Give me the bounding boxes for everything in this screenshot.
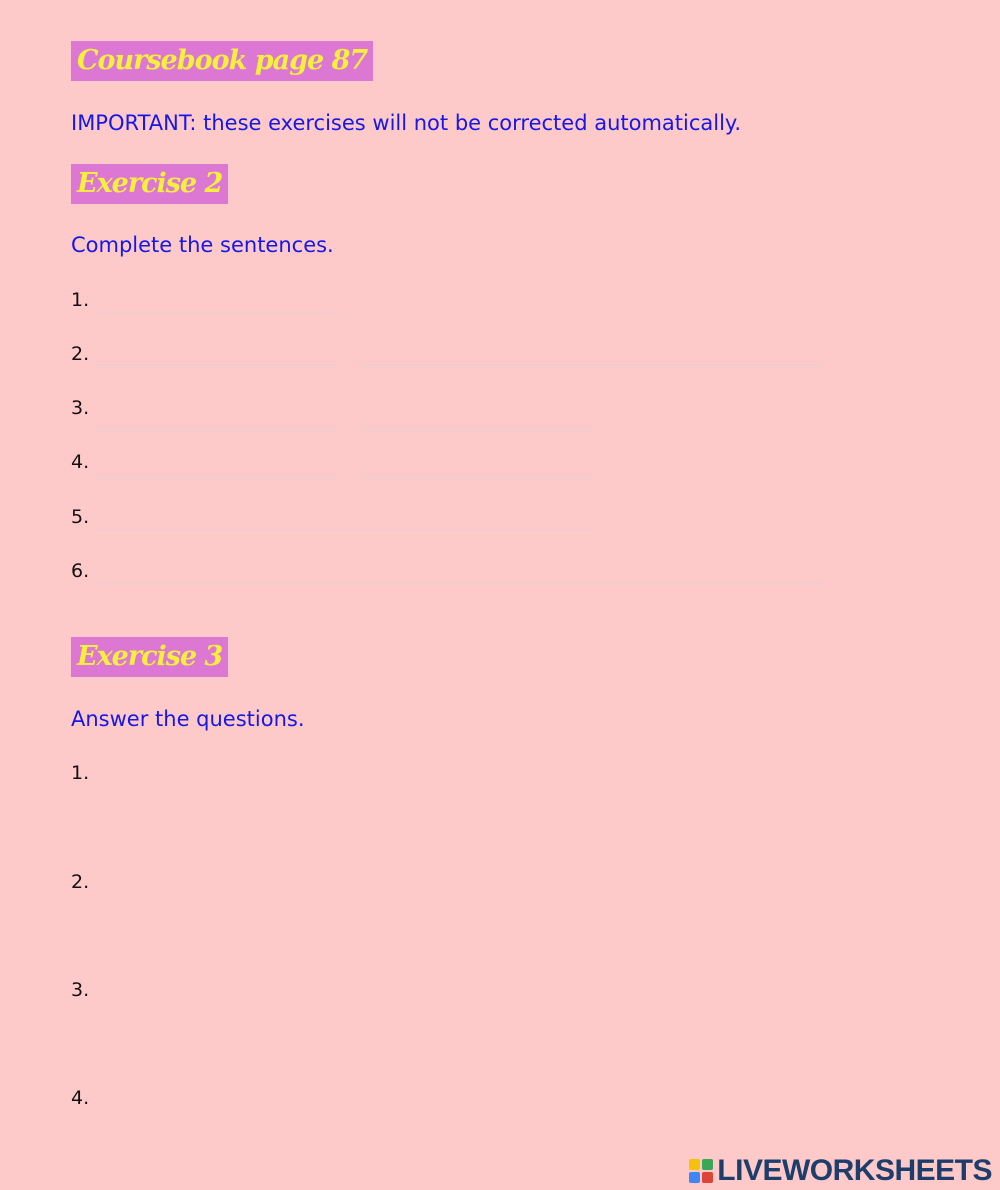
liveworksheets-logo-text: LIVEWORKSHEETS [717,1154,992,1187]
exercise-2-blank-3b[interactable] [358,408,594,429]
exercise-2-number-6: 6. [71,560,90,582]
exercise-2-blank-4b[interactable] [358,456,594,477]
exercise-3-number-2: 2. [71,871,90,893]
liveworksheets-logo-icon [689,1159,713,1183]
exercise-3-number-3: 3. [71,979,90,1001]
exercise-3-instruction: Answer the questions. [71,707,305,731]
exercise-3-number-4: 4. [71,1087,90,1109]
exercise-2-number-1: 1. [71,289,90,311]
important-notice: IMPORTANT: these exercises will not be corrected automatically. [71,111,742,135]
exercise-2-instruction: Complete the sentences. [71,233,334,257]
exercise-2-title: Exercise 2 [71,164,228,204]
exercise-2-blank-2a[interactable] [95,346,337,367]
exercise-2-number-3: 3. [71,397,90,419]
exercise-2-blank-6[interactable] [95,563,824,584]
exercise-2-blank-1a[interactable] [95,292,337,313]
exercise-2-number-2: 2. [71,343,90,365]
exercise-2-blank-3a[interactable] [95,408,337,429]
exercise-3-number-1: 1. [71,762,90,784]
exercise-2-number-4: 4. [71,451,90,473]
exercise-3-title: Exercise 3 [71,637,228,677]
exercise-2-blank-4a[interactable] [95,456,337,477]
exercise-2-blank-2b[interactable] [358,346,824,367]
liveworksheets-logo [689,1154,992,1188]
exercise-2-blank-5[interactable] [95,510,592,531]
exercise-2-number-5: 5. [71,506,90,528]
coursebook-page-title: Coursebook page 87 [71,41,373,81]
